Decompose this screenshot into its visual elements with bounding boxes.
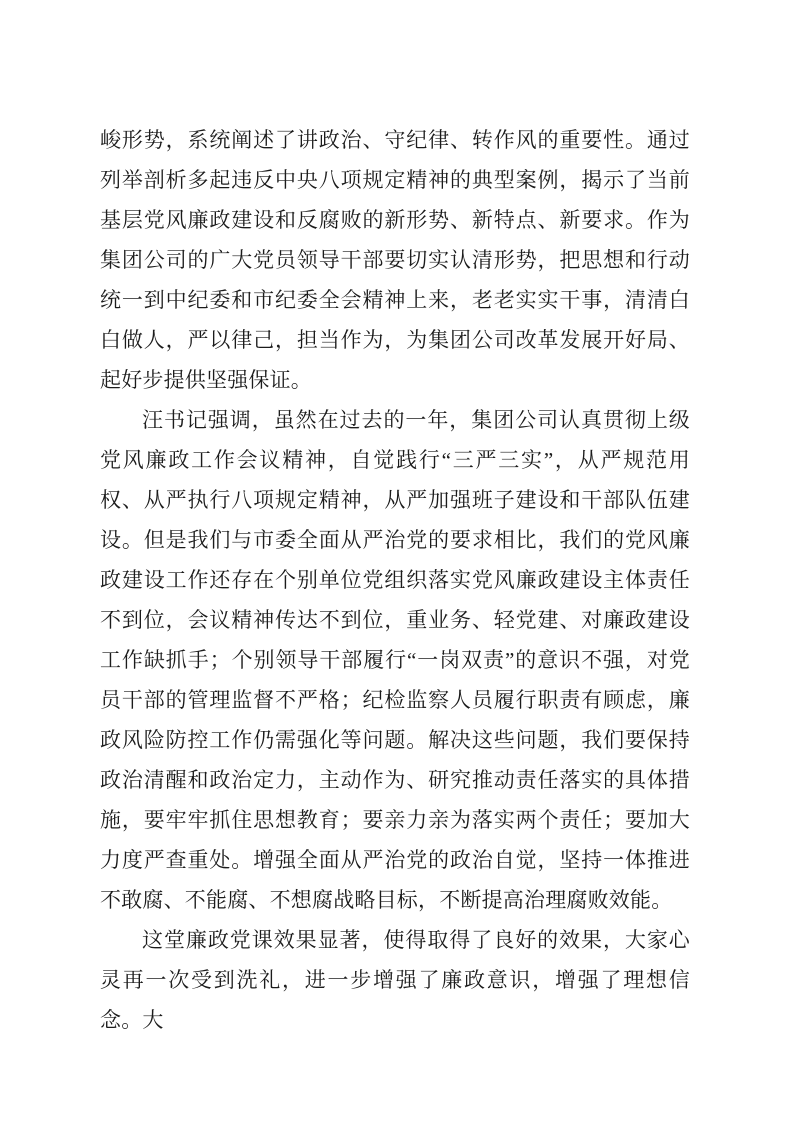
text-paragraph: 汪书记强调，虽然在过去的一年，集团公司认真贯彻上级党风廉政工作会议精神，自觉践行“三严三实”，从严规范用权、从严执行八项规定精神，从严加强班子建设和干部队伍建设。但是我们与市委全面从严治党的要求相比，我们的党风廉政建设工作还存在个别单位党组织落实党风廉政建设主体责任不到位，会议精神传达不到位，重业务、轻党建、对廉政建设工作缺抓手；个别领导干部履行“一岗双责”的意识不强，对党员干部的管理监督不严格；纪检监察人员履行职责有顾虑，廉政风险防控工作仍需强化等问题。解决这些问题，我们要保持政治清醒和政治定力，主动作为、研究推动责任落实的具体措施，要牢牢抓住思想教育；要亲力亲为落实两个责任；要加大力度严查重处。增强全面从严治党的政治自觉，坚持一体推进不敢腐、不能腐、不想腐战略目标，不断提高治理腐败效能。: [100, 408, 690, 912]
text-paragraph: 峻形势，系统阐述了讲政治、守纪律、转作风的重要性。通过列举剖析多起违反中央八项规定精神的典型案例，揭示了当前基层党风廉政建设和反腐败的新形势、新特点、新要求。作为集团公司的广大党员领导干部要切实认清形势，把思想和行动统一到中纪委和市纪委全会精神上来，老老实实干事，清清白白做人，严以律己，担当作为，为集团公司改革发展开好局、起好步提供坚强保证。: [100, 128, 690, 392]
text-paragraph: 这堂廉政党课效果显著，使得取得了良好的效果，大家心灵再一次受到洗礼，进一步增强了廉政意识，增强了理想信念。大: [100, 928, 690, 1032]
document-text-block: [100, 120, 690, 1040]
